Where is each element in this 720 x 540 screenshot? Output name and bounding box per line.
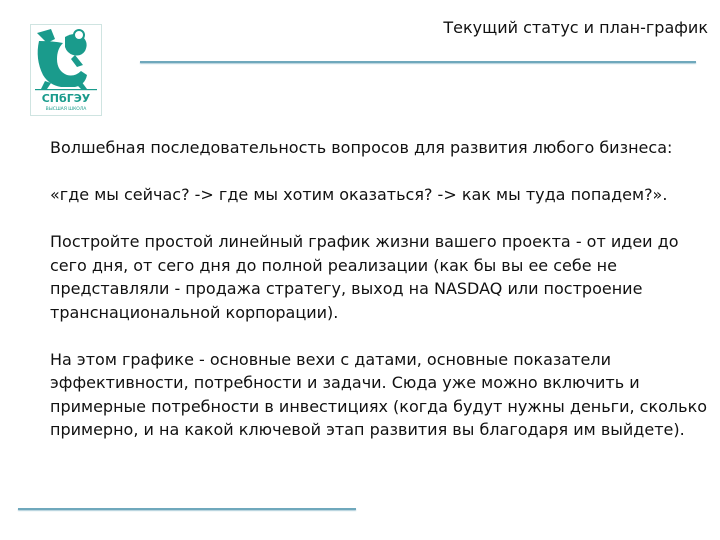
body-paragraph: Волшебная последовательность вопросов для развития любого бизнеса: [50, 138, 673, 157]
university-logo [30, 24, 102, 116]
body-paragraph: «где мы сейчас? -> где мы хотим оказаться? -> как мы туда попадем?». [50, 185, 668, 204]
logo-subtitle: ВЫСШАЯ ШКОЛА [45, 107, 87, 112]
bottom-divider [18, 508, 356, 510]
body-paragraph: Постройте простой линейный график жизни вашего проекта - от идеи до сего дня, от сего дня до полной реализации (как бы вы ее себе не представляли - продажа стратегу, выход на NASDAQ или построение транснациональной корпорации). [50, 232, 679, 322]
body-paragraph: На этом графике - основные вехи с датами, основные показатели эффективности, потребности и задачи. Сюда уже можно включить и примерные потребности в инвестициях (когда будут нужны деньги, сколько примерно, и на какой ключевой этап развития вы благодаря им выйдете). [50, 349, 708, 439]
top-divider [140, 61, 696, 63]
slide-title: Текущий статус и план-график [443, 18, 708, 37]
logo-wordmark: СПбГЭУ [41, 92, 91, 105]
griffin-emblem-icon [31, 25, 101, 115]
slide-body [50, 136, 710, 465]
